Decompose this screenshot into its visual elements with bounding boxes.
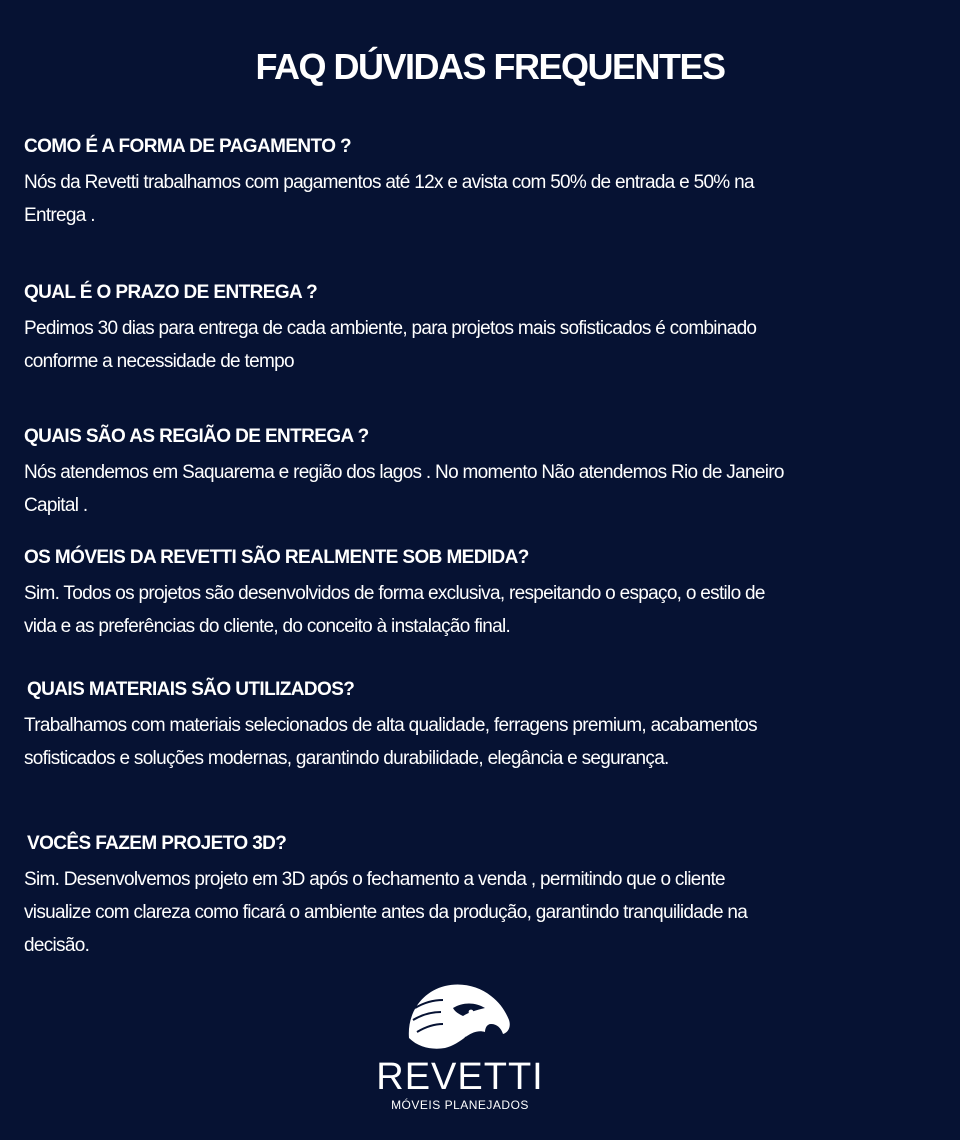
faq-item-delivery-time [24, 282, 784, 378]
faq-question: QUAL É O PRAZO DE ENTREGA ? [24, 282, 318, 303]
faq-question: QUAIS MATERIAIS SÃO UTILIZADOS? [27, 679, 355, 700]
faq-item-delivery-region [24, 426, 784, 522]
faq-answer: Trabalhamos com materiais selecionados de alta qualidade, ferragens premium, acabamentos sofisticados e soluções modernas, garantindo durabilidade, elegância e segurança. [24, 715, 757, 769]
faq-question: COMO É A FORMA DE PAGAMENTO ? [24, 136, 352, 157]
eagle-icon [405, 978, 515, 1052]
brand-name: REVETTI [376, 1056, 544, 1098]
faq-answer: Nós da Revetti trabalhamos com pagamentos até 12x e avista com 50% de entrada e 50% na Entrega . [24, 172, 754, 226]
brand-logo [370, 978, 550, 1112]
faq-question: VOCÊS FAZEM PROJETO 3D? [27, 833, 287, 854]
faq-answer: Sim. Desenvolvemos projeto em 3D após o fechamento a venda , permitindo que o cliente visualize com clareza como ficará o ambiente antes da produção, garantindo tranquilidade na decisão. [24, 869, 748, 956]
faq-question: QUAIS SÃO AS REGIÃO DE ENTREGA ? [24, 426, 369, 447]
faq-item-materials [24, 679, 784, 775]
page-title: FAQ DÚVIDAS FREQUENTES [255, 46, 725, 87]
brand-subtitle: MÓVEIS PLANEJADOS [391, 1098, 529, 1112]
faq-answer: Nós atendemos em Saquarema e região dos lagos . No momento Não atendemos Rio de Janeiro Capital . [24, 462, 784, 516]
faq-item-payment [24, 136, 784, 232]
faq-answer: Sim. Todos os projetos são desenvolvidos de forma exclusiva, respeitando o espaço, o estilo de vida e as preferências do cliente, do conceito à instalação final. [24, 583, 765, 637]
faq-item-custom-made [24, 547, 784, 643]
faq-answer: Pedimos 30 dias para entrega de cada ambiente, para projetos mais sofisticados é combinado conforme a necessidade de tempo [24, 318, 757, 372]
faq-question: OS MÓVEIS DA REVETTI SÃO REALMENTE SOB MEDIDA? [24, 547, 529, 568]
faq-item-3d-project [24, 833, 784, 962]
